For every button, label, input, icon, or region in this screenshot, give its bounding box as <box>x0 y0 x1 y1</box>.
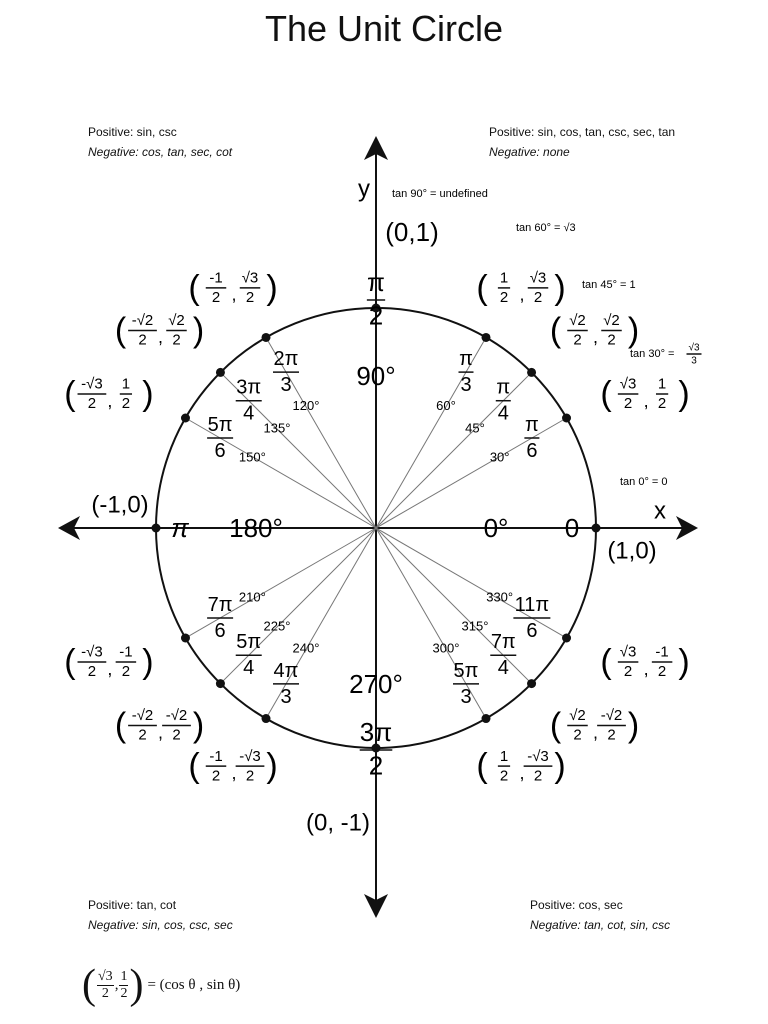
coord-315-x-den: 2 <box>573 726 582 744</box>
tan-30-note: tan 30° = <box>630 347 675 360</box>
coord-210-open: ( <box>64 642 76 681</box>
coord-150 <box>64 375 153 413</box>
coord-0: (1,0) <box>607 537 657 565</box>
rad-label-120-num: 2π <box>273 347 299 370</box>
coord-315-y-den: 2 <box>607 726 616 744</box>
point-60 <box>482 333 491 342</box>
coord-315-close: ) <box>627 706 640 745</box>
deg-label-135: 135° <box>263 420 291 436</box>
page-title: The Unit Circle <box>264 8 504 49</box>
coord-150-y-num: 1 <box>121 375 131 393</box>
coord-30-x-den: 2 <box>623 395 633 413</box>
coord-240 <box>188 747 277 785</box>
rad-label-315-den: 4 <box>497 657 509 680</box>
point-210 <box>181 634 190 643</box>
coord-315-x <box>567 707 588 744</box>
coord-45-open: ( <box>549 311 562 350</box>
coord-60-y-den: 2 <box>533 289 543 307</box>
coord-315-y-num: -√2 <box>600 707 623 725</box>
rad-label-330 <box>513 594 550 642</box>
deg-label-300: 300° <box>432 640 460 656</box>
rad-label-60-den: 3 <box>460 373 472 396</box>
tan-30-fraction-den: 3 <box>691 355 697 367</box>
legend-comma: , <box>114 976 119 993</box>
rad-label-210 <box>207 594 233 642</box>
coord-120-y-num: √3 <box>241 269 259 287</box>
coord-300-x-num: 1 <box>499 747 509 765</box>
coord-45-comma: , <box>592 327 599 348</box>
coord-135 <box>115 311 204 349</box>
coord-60-close: ) <box>554 268 566 307</box>
rad-label-270-den: 2 <box>368 750 384 781</box>
coord-330-y <box>652 644 673 681</box>
coord-45-x-den: 2 <box>573 331 582 349</box>
coord-135-x-num: -√2 <box>131 312 154 330</box>
coord-120-comma: , <box>231 284 237 305</box>
coord-300-open: ( <box>476 747 488 786</box>
coord-210-y-den: 2 <box>121 663 131 681</box>
coord-300-y-den: 2 <box>533 767 543 785</box>
coord-135-comma: , <box>157 327 164 348</box>
tan-90-note: tan 90° = undefined <box>392 187 488 200</box>
point-150 <box>181 414 190 423</box>
coord-30-open: ( <box>600 374 612 413</box>
point-225 <box>216 679 225 688</box>
coord-150-y <box>120 376 132 413</box>
coord-315-comma: , <box>592 722 599 743</box>
deg-label-180: 180° <box>229 512 283 543</box>
coord-150-open: ( <box>64 374 76 413</box>
tan-0-note: tan 0° = 0 <box>620 475 668 488</box>
coord-45-y <box>601 312 622 349</box>
legend-close-paren: ) <box>129 962 144 1008</box>
coord-330-x <box>618 644 639 681</box>
formula-legend <box>82 964 240 1006</box>
coord-300 <box>476 747 565 785</box>
coord-240-y <box>236 748 265 785</box>
tan-45-note: tan 45° = 1 <box>582 278 636 291</box>
coord-270: (0, -1) <box>305 809 371 837</box>
coord-30-y-num: 1 <box>657 375 667 393</box>
rad-label-30-den: 6 <box>526 439 538 462</box>
coord-225-y-num: -√2 <box>165 707 188 725</box>
coord-330-x-den: 2 <box>623 663 633 681</box>
rad-label-150-num: 5π <box>207 413 233 436</box>
coord-60-open: ( <box>476 268 488 307</box>
rad-label-225-den: 4 <box>243 657 255 680</box>
coord-30-y <box>656 376 668 413</box>
coord-60-x <box>498 270 510 307</box>
coord-210-y <box>116 644 137 681</box>
rad-label-210-den: 6 <box>214 619 226 642</box>
q3-positive: Positive: tan, cot <box>88 898 177 912</box>
coord-120-y <box>240 270 261 307</box>
deg-label-240: 240° <box>292 640 320 656</box>
coord-330-y-num: -1 <box>655 643 669 661</box>
rad-label-135-num: 3π <box>236 376 262 399</box>
rad-label-90-num: π <box>367 266 385 297</box>
coord-210-x <box>78 644 107 681</box>
rad-label-180: π <box>171 512 189 543</box>
coord-45-y-num: √2 <box>603 312 620 330</box>
coord-30-x-num: √3 <box>619 375 637 393</box>
coord-60-comma: , <box>519 284 525 305</box>
coord-150-x <box>78 376 107 413</box>
coord-120-x-num: -1 <box>209 269 223 287</box>
rad-label-225-num: 5π <box>236 631 262 654</box>
rad-label-330-den: 6 <box>526 619 538 642</box>
coord-225-x-den: 2 <box>138 726 147 744</box>
rad-label-150 <box>207 414 233 462</box>
tan-30-fraction-num: √3 <box>688 342 700 354</box>
coord-225-y <box>162 707 191 744</box>
point-120 <box>262 333 271 342</box>
coord-330-x-num: √3 <box>619 643 637 661</box>
coord-45-close: ) <box>627 311 640 350</box>
coord-210-close: ) <box>142 642 154 681</box>
coord-300-y-num: -√3 <box>527 747 549 765</box>
legend-x-fraction: $\frac{√3}{2}$ <box>98 968 113 1001</box>
coord-210-x-num: -√3 <box>81 643 103 661</box>
coord-300-comma: , <box>519 762 525 783</box>
coord-135-y-den: 2 <box>172 331 181 349</box>
coord-210-comma: , <box>107 658 113 679</box>
coord-240-y-num: -√3 <box>239 747 261 765</box>
coord-150-x-den: 2 <box>87 395 97 413</box>
deg-label-90: 90° <box>356 360 396 391</box>
coord-150-x-num: -√3 <box>81 375 103 393</box>
deg-label-30: 30° <box>489 449 510 465</box>
coord-30-close: ) <box>678 374 690 413</box>
coord-210-x-den: 2 <box>87 663 97 681</box>
coord-135-close: ) <box>192 311 205 350</box>
coord-210-y-num: -1 <box>119 643 133 661</box>
coord-60-y <box>528 270 549 307</box>
q3-negative: Negative: sin, cos, csc, sec <box>88 918 233 932</box>
rad-label-300-den: 3 <box>460 685 472 708</box>
coord-330-open: ( <box>600 642 612 681</box>
coord-300-y <box>524 748 553 785</box>
legend-y-fraction: $\frac{1}{2}$ <box>120 968 128 1001</box>
rad-label-270-num: 3π <box>359 716 393 747</box>
point-315 <box>527 679 536 688</box>
point-300 <box>482 714 491 723</box>
coord-240-close: ) <box>266 747 278 786</box>
coord-45 <box>550 311 639 349</box>
coord-240-x <box>206 748 227 785</box>
coord-150-close: ) <box>142 374 154 413</box>
coord-120-x <box>206 270 227 307</box>
coord-30-comma: , <box>643 390 649 411</box>
legend-equals: = (cos θ , sin θ) <box>147 976 241 993</box>
deg-label-315: 315° <box>461 618 489 634</box>
coord-120 <box>188 269 277 307</box>
deg-label-210: 210° <box>238 589 266 605</box>
rad-label-150-den: 6 <box>214 439 226 462</box>
coord-90: (0,1) <box>385 216 439 247</box>
coord-240-x-num: -1 <box>209 747 223 765</box>
rad-label-30 <box>524 414 539 462</box>
deg-label-45: 45° <box>465 420 485 436</box>
coord-225 <box>115 706 204 744</box>
deg-label-150: 150° <box>238 449 266 465</box>
coord-225-open: ( <box>114 706 127 745</box>
rad-label-60 <box>459 348 474 396</box>
point-180 <box>152 524 161 533</box>
coord-210 <box>64 643 153 681</box>
coord-315-open: ( <box>549 706 562 745</box>
point-0 <box>592 524 601 533</box>
coord-60-x-den: 2 <box>499 289 509 307</box>
coord-30-x <box>618 376 639 413</box>
rad-label-135 <box>236 377 262 425</box>
deg-label-270: 270° <box>349 668 403 699</box>
coord-45-y-den: 2 <box>607 331 616 349</box>
coord-45-x <box>567 312 588 349</box>
rad-label-315 <box>490 631 516 679</box>
coord-135-x-den: 2 <box>138 331 147 349</box>
coord-60 <box>476 269 565 307</box>
coord-315 <box>550 706 639 744</box>
coord-225-y-den: 2 <box>172 726 181 744</box>
rad-label-0: 0 <box>564 512 580 543</box>
coord-150-comma: , <box>107 390 113 411</box>
coord-300-close: ) <box>554 747 566 786</box>
rad-label-90-den: 2 <box>368 300 384 331</box>
point-30 <box>562 414 571 423</box>
rad-label-315-num: 7π <box>490 631 516 654</box>
coord-135-y-num: √2 <box>168 312 185 330</box>
point-240 <box>262 714 271 723</box>
point-135 <box>216 368 225 377</box>
rad-label-135-den: 4 <box>243 402 255 425</box>
q1-positive: Positive: sin, cos, tan, csc, sec, tan <box>489 125 676 139</box>
coord-240-y-den: 2 <box>245 767 255 785</box>
coord-330-close: ) <box>678 642 690 681</box>
coord-240-x-den: 2 <box>211 767 221 785</box>
coord-315-x-num: √2 <box>569 707 586 725</box>
rad-label-225 <box>236 631 262 679</box>
coord-120-x-den: 2 <box>211 289 221 307</box>
rad-label-210-num: 7π <box>207 593 233 616</box>
rad-label-45 <box>496 377 511 425</box>
legend-open-paren: ( <box>82 962 96 1008</box>
rad-label-240-den: 3 <box>280 685 292 708</box>
coord-135-y <box>166 312 187 349</box>
coord-225-comma: , <box>157 722 164 743</box>
coord-120-open: ( <box>188 268 200 307</box>
deg-label-60: 60° <box>436 398 456 414</box>
coord-60-x-num: 1 <box>499 269 509 287</box>
labels-layer <box>64 175 701 836</box>
coord-330-comma: , <box>643 658 649 679</box>
coord-225-x <box>128 707 157 744</box>
q4-positive: Positive: cos, sec <box>530 898 623 912</box>
rad-label-120-den: 3 <box>280 373 292 396</box>
tan-60-note: tan 60° = √3 <box>516 221 576 234</box>
point-330 <box>562 634 571 643</box>
coord-135-x <box>128 312 157 349</box>
coord-120-close: ) <box>266 268 278 307</box>
rad-label-45-den: 4 <box>497 402 509 425</box>
coord-240-open: ( <box>188 747 200 786</box>
x-axis-label: x <box>654 497 666 525</box>
rad-label-300-num: 5π <box>453 659 479 682</box>
coord-60-y-num: √3 <box>529 269 547 287</box>
deg-label-0: 0° <box>483 512 509 543</box>
coord-180: (-1,0) <box>91 491 149 519</box>
rad-label-45-num: π <box>496 376 511 399</box>
y-axis-label: y <box>358 175 370 203</box>
point-45 <box>527 368 536 377</box>
deg-label-120: 120° <box>292 398 320 414</box>
coord-45-x-num: √2 <box>569 312 586 330</box>
coord-30-y-den: 2 <box>657 395 667 413</box>
coord-225-close: ) <box>192 706 205 745</box>
rad-label-330-num: 11π <box>514 593 550 616</box>
deg-label-225: 225° <box>263 618 291 634</box>
q1-negative: Negative: none <box>489 145 570 159</box>
coord-225-x-num: -√2 <box>131 707 154 725</box>
q2-negative: Negative: cos, tan, sec, cot <box>88 145 233 159</box>
coord-120-y-den: 2 <box>245 289 255 307</box>
tan-30-fraction <box>687 341 702 366</box>
coord-30 <box>600 375 689 413</box>
coord-135-open: ( <box>114 311 127 350</box>
deg-label-330: 330° <box>486 589 514 605</box>
coord-330 <box>600 643 689 681</box>
q2-positive: Positive: sin, csc <box>88 125 177 139</box>
rad-label-30-num: π <box>524 413 539 436</box>
coord-150-y-den: 2 <box>121 395 131 413</box>
q4-negative: Negative: tan, cot, sin, csc <box>530 918 671 932</box>
rad-label-60-num: π <box>459 347 473 370</box>
coord-330-y-den: 2 <box>657 663 667 681</box>
coord-300-x <box>498 748 510 785</box>
coord-240-comma: , <box>231 762 237 783</box>
coord-300-x-den: 2 <box>499 767 509 785</box>
coord-315-y <box>597 707 626 744</box>
rad-label-240-num: 4π <box>273 659 299 682</box>
